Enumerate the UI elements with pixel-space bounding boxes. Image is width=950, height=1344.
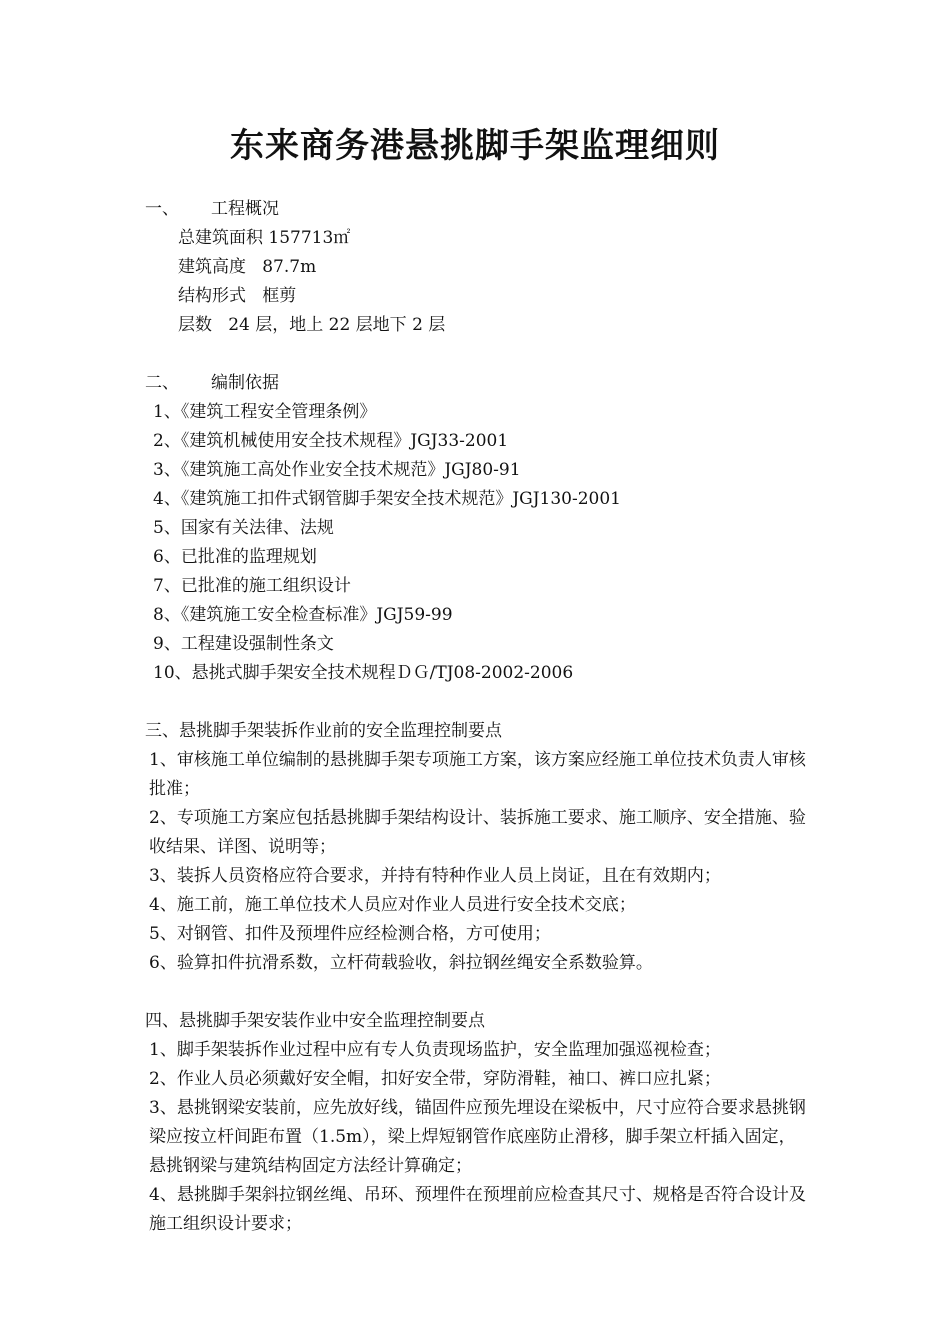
- list-item: 4、《建筑施工扣件式钢管脚手架安全技术规范》JGJ130-2001: [153, 489, 621, 509]
- section-number: 一、: [145, 199, 179, 219]
- section-number: 二、: [145, 373, 179, 393]
- list-item: 6、已批准的监理规划: [153, 547, 317, 567]
- list-item: 1、脚手架装拆作业过程中应有专人负责现场监护，安全监理加强巡视检查；: [149, 1040, 721, 1060]
- list-item: 10、悬挑式脚手架安全技术规程ＤＧ/TJ08-2002-2006: [153, 663, 574, 683]
- list-item: 7、已批准的施工组织设计: [153, 576, 351, 596]
- list-item: 2、专项施工方案应包括悬挑脚手架结构设计、装拆施工要求、施工顺序、安全措施、验收结果、详图、说明等；: [149, 808, 806, 857]
- info-line: 层数 24 层，地上 22 层地下 2 层: [178, 315, 446, 335]
- info-line: 建筑高度 87.7m: [178, 257, 317, 277]
- document-title: 东来商务港悬挑脚手架监理细则: [230, 126, 720, 166]
- section-heading: [145, 369, 810, 398]
- list-item: 1、《建筑工程安全管理条例》: [153, 402, 377, 422]
- section-title: 编制依据: [211, 373, 279, 393]
- list-item: 6、验算扣件抗滑系数，立杆荷载验收，斜拉钢丝绳安全系数验算。: [149, 953, 653, 973]
- document-body: [145, 195, 810, 1239]
- section-heading: [145, 195, 810, 224]
- list-item: 3、《建筑施工高处作业安全技术规范》JGJ80-91: [153, 460, 521, 480]
- list-item: 2、《建筑机械使用安全技术规程》JGJ33-2001: [153, 431, 509, 451]
- info-line: 总建筑面积 157713㎡: [178, 228, 351, 248]
- section-heading: 四、悬挑脚手架安装作业中安全监理控制要点: [145, 1011, 485, 1031]
- list-item: 1、审核施工单位编制的悬挑脚手架专项施工方案，该方案应经施工单位技术负责人审核批准；: [149, 750, 806, 799]
- list-item: 3、悬挑钢梁安装前，应先放好线，锚固件应预先埋设在梁板中，尺寸应符合要求悬挑钢梁应按立杆间距布置（1.5m），梁上焊短钢管作底座防止滑移，脚手架立杆插入固定，悬挑钢梁与建筑结构固定方法经计算确定；: [149, 1098, 806, 1176]
- section-title: 工程概况: [211, 199, 279, 219]
- list-item: 8、《建筑施工安全检查标准》JGJ59-99: [153, 605, 453, 625]
- list-item: 4、施工前，施工单位技术人员应对作业人员进行安全技术交底；: [149, 895, 636, 915]
- info-line: 结构形式 框剪: [178, 286, 297, 306]
- list-item: 5、国家有关法律、法规: [153, 518, 334, 538]
- section-heading: 三、悬挑脚手架装拆作业前的安全监理控制要点: [145, 721, 502, 741]
- list-item: 2、作业人员必须戴好安全帽，扣好安全带，穿防滑鞋，袖口、裤口应扎紧；: [149, 1069, 721, 1089]
- list-item: 4、悬挑脚手架斜拉钢丝绳、吊环、预埋件在预埋前应检查其尺寸、规格是否符合设计及施工组织设计要求；: [149, 1185, 806, 1234]
- list-item: 5、对钢管、扣件及预埋件应经检测合格，方可使用；: [149, 924, 551, 944]
- list-item: 3、装拆人员资格应符合要求，并持有特种作业人员上岗证，且在有效期内；: [149, 866, 721, 886]
- list-item: 9、工程建设强制性条文: [153, 634, 334, 654]
